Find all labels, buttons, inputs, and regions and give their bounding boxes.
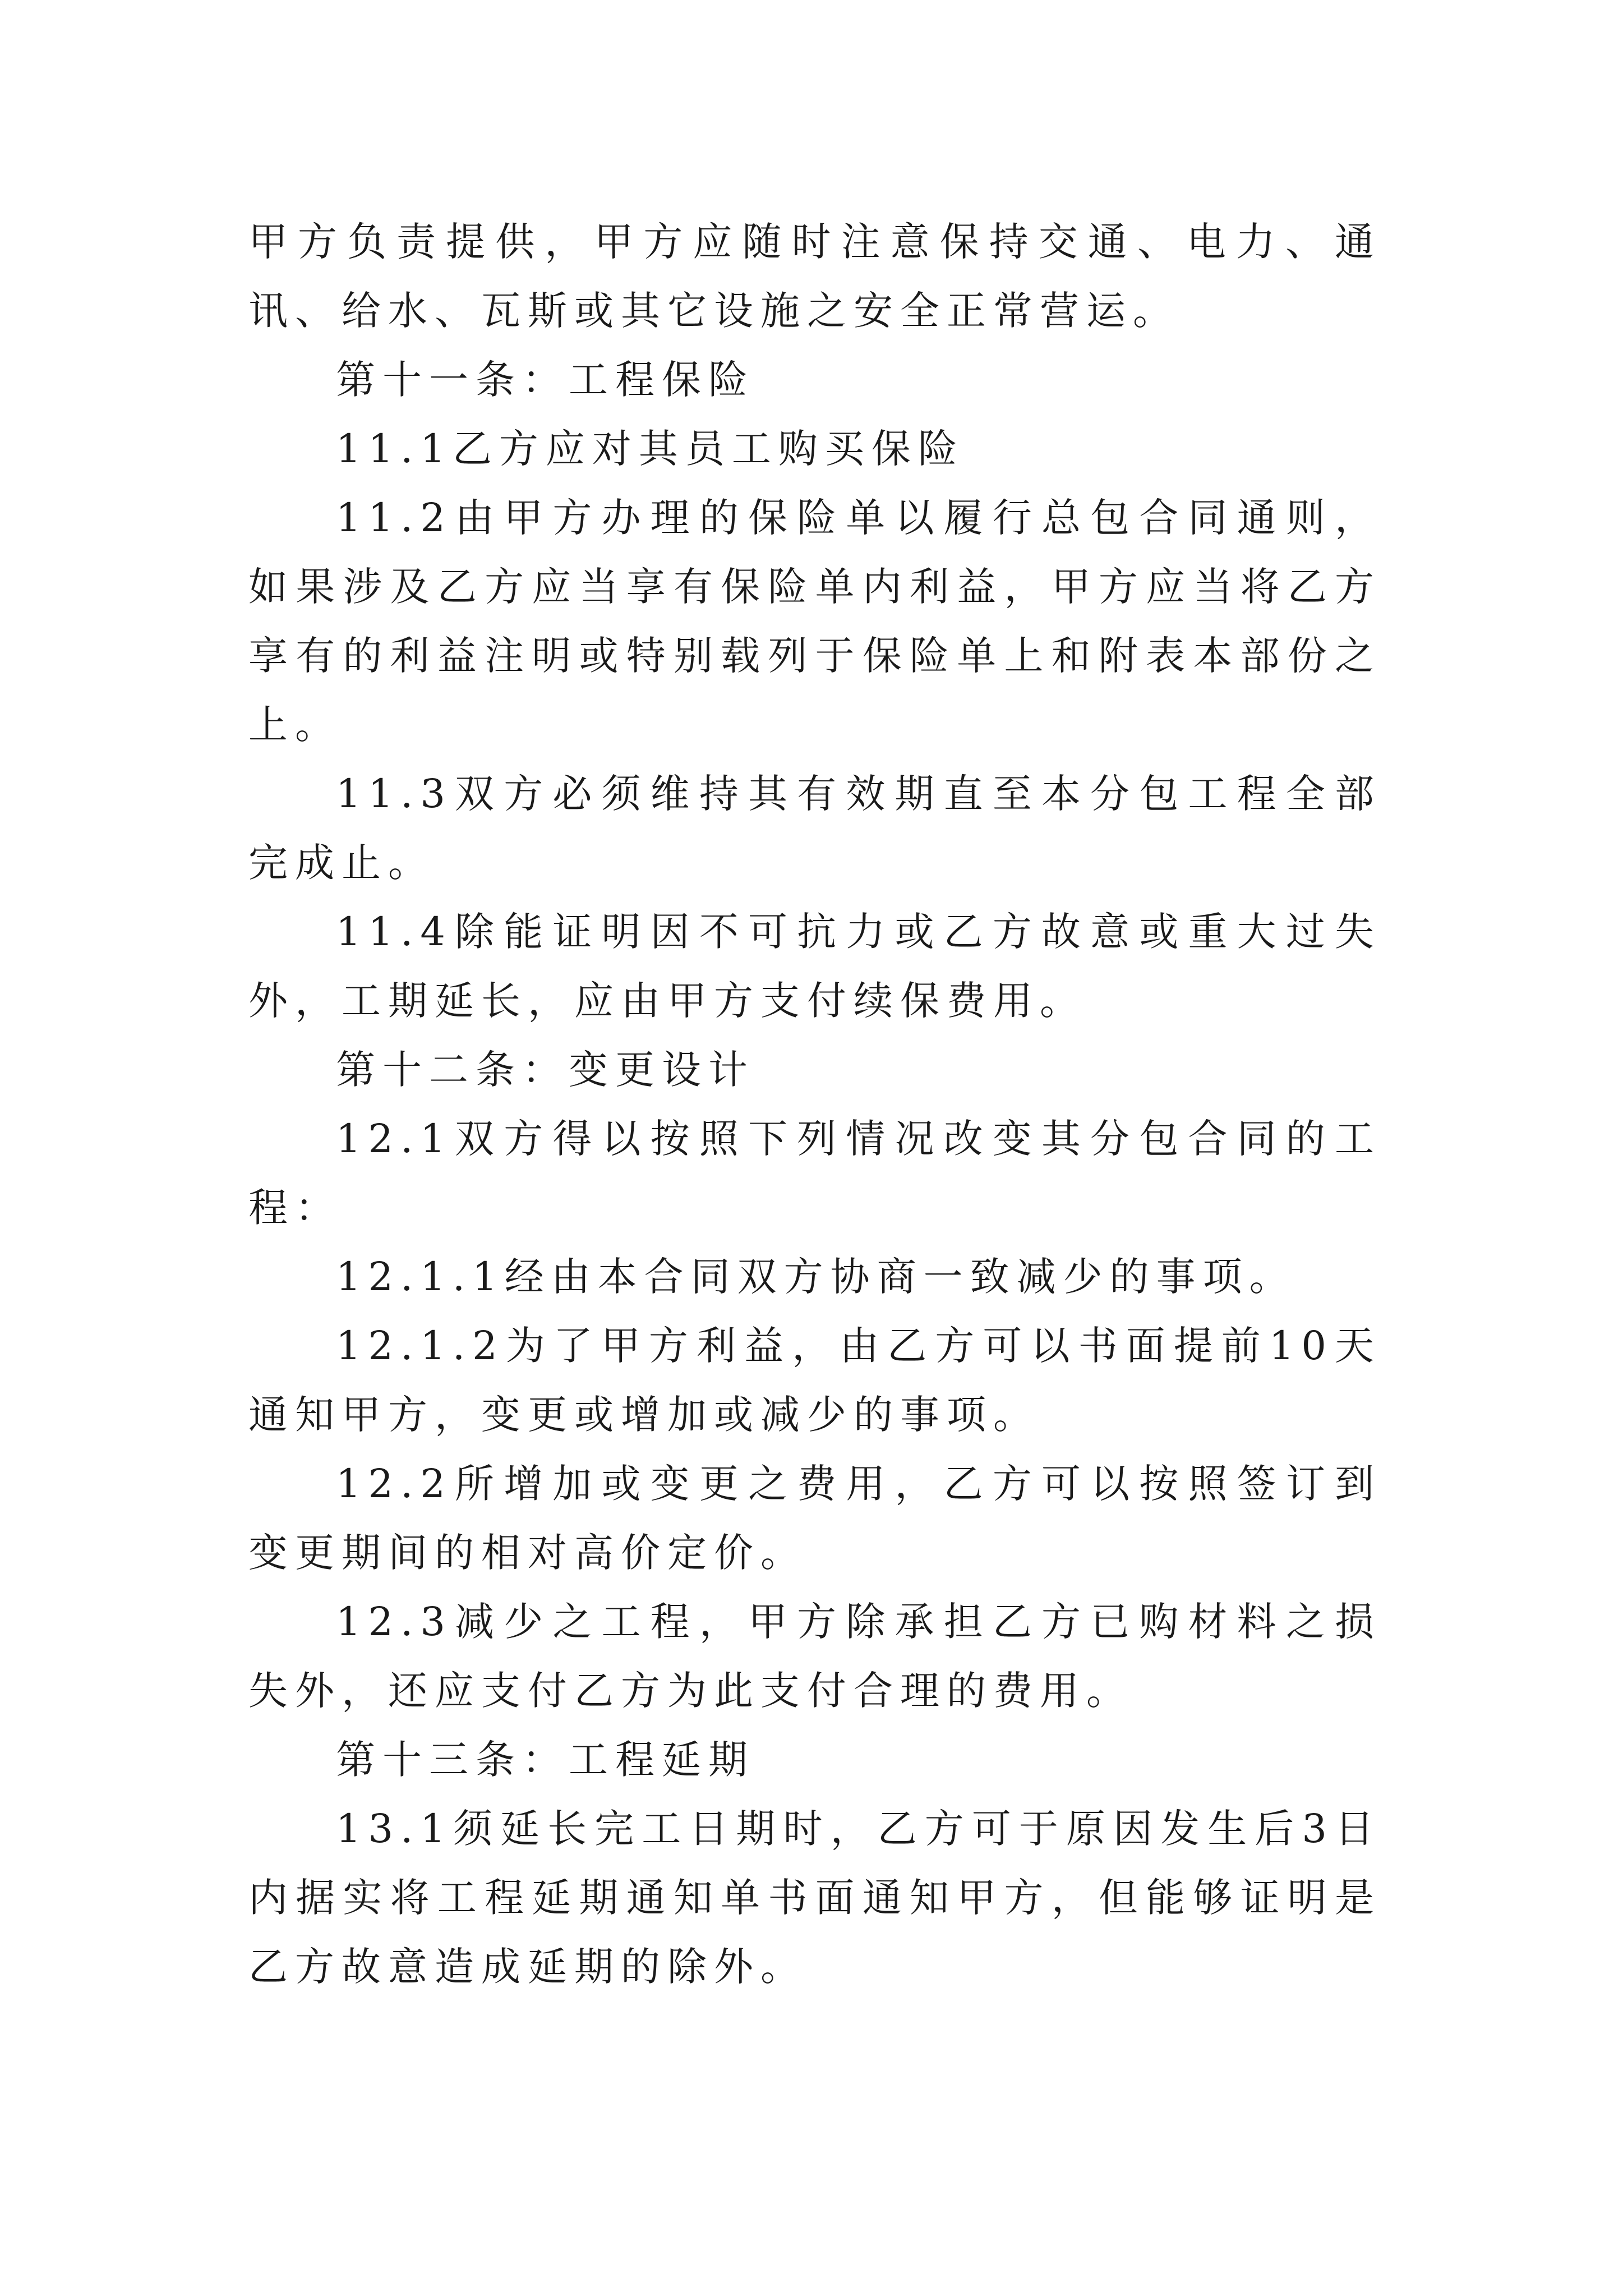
clause-12-3: 12.3减少之工程，甲方除承担乙方已购材料之损失外，还应支付乙方为此支付合理的费用。 bbox=[248, 1599, 1381, 1714]
clause-12-1: 12.1双方得以按照下列情况改变其分包合同的工程： bbox=[248, 1116, 1381, 1231]
clause-13-1: 13.1须延长完工日期时，乙方可于原因发生后3日内据实将工程延期通知单书面通知甲方，但能够证明是乙方故意造成延期的除外。 bbox=[248, 1806, 1381, 1990]
section-heading-11: 第十一条：工程保险 bbox=[336, 357, 755, 403]
clause-11-1: 11.1乙方应对其员工购买保险 bbox=[336, 426, 965, 472]
section-heading-13: 第十三条：工程延期 bbox=[336, 1737, 755, 1783]
clause-11-3: 11.3双方必须维持其有效期直至本分包工程全部完成止。 bbox=[248, 771, 1381, 886]
paragraph-continuation: 甲方负责提供，甲方应随时注意保持交通、电力、通讯、给水、瓦斯或其它设施之安全正常营运。 bbox=[248, 219, 1381, 334]
clause-12-1-2: 12.1.2为了甲方利益，由乙方可以书面提前10天通知甲方，变更或增加或减少的事项。 bbox=[248, 1323, 1381, 1438]
document-body bbox=[248, 208, 1381, 2001]
clause-12-2: 12.2所增加或变更之费用，乙方可以按照签订到变更期间的相对高价定价。 bbox=[248, 1461, 1381, 1576]
section-heading-12: 第十二条：变更设计 bbox=[336, 1047, 755, 1093]
clause-11-2: 11.2由甲方办理的保险单以履行总包合同通则，如果涉及乙方应当享有保险单内利益，甲方应当将乙方享有的利益注明或特别载列于保险单上和附表本部份之上。 bbox=[248, 495, 1381, 748]
clause-12-1-1: 12.1.1经由本合同双方协商一致减少的事项。 bbox=[336, 1254, 1296, 1300]
clause-11-4: 11.4除能证明因不可抗力或乙方故意或重大过失外，工期延长，应由甲方支付续保费用。 bbox=[248, 909, 1381, 1024]
